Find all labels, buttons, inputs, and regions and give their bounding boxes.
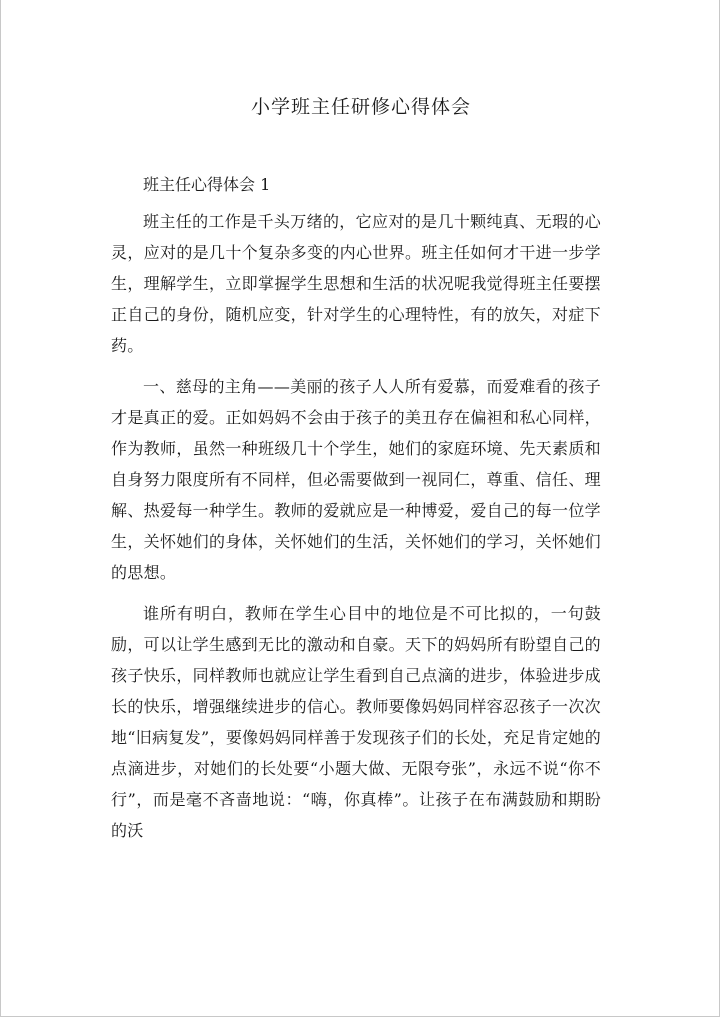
section-heading: 班主任心得体会 1 <box>143 175 271 194</box>
page-title: 小学班主任研修心得体会 <box>250 96 471 118</box>
document-body <box>111 168 601 846</box>
paragraph: 班主任的工作是千头万绪的，它应对的是几十颗纯真、无瑕的心灵，应对的是几十个复杂多变的内心世界。班主任如何才干进一步学生，理解学生，立即掌握学生思想和生活的状况呢我觉得班主任要摆正自己的身份，随机应变，针对学生的心理特性，有的放矢，对症下药。 <box>111 212 601 355</box>
paragraph: 谁所有明白，教师在学生心目中的地位是不可比拟的，一句鼓励，可以让学生感到无比的激动和自豪。天下的妈妈所有盼望自己的孩子快乐，同样教师也就应让学生看到自己点滴的进步，体验进步成长的快乐，增强继续进步的信心。教师要像妈妈同样容忍孩子一次次地“旧病复发”，要像妈妈同样善于发现孩子们的长处，充足肯定她的点滴进步，对她们的长处要“小题大做、无限夸张”，永远不说“你不行”，而是毫不吝啬地说：“嗨，你真棒”。让孩子在布满鼓励和期盼的沃 <box>111 604 601 840</box>
paragraph: 一、慈母的主角——美丽的孩子人人所有爱慕，而爱难看的孩子才是真正的爱。正如妈妈不会由于孩子的美丑存在偏袒和私心同样，作为教师，虽然一种班级几十个学生，她们的家庭环境、先天素质和自身努力限度所有不同样，但必需要做到一视同仁，尊重、信任、理解、热爱每一种学生。教师的爱就应是一种博爱，爱自己的每一位学生，关怀她们的身体，关怀她们的生活，关怀她们的学习，关怀她们的思想。 <box>111 377 601 582</box>
